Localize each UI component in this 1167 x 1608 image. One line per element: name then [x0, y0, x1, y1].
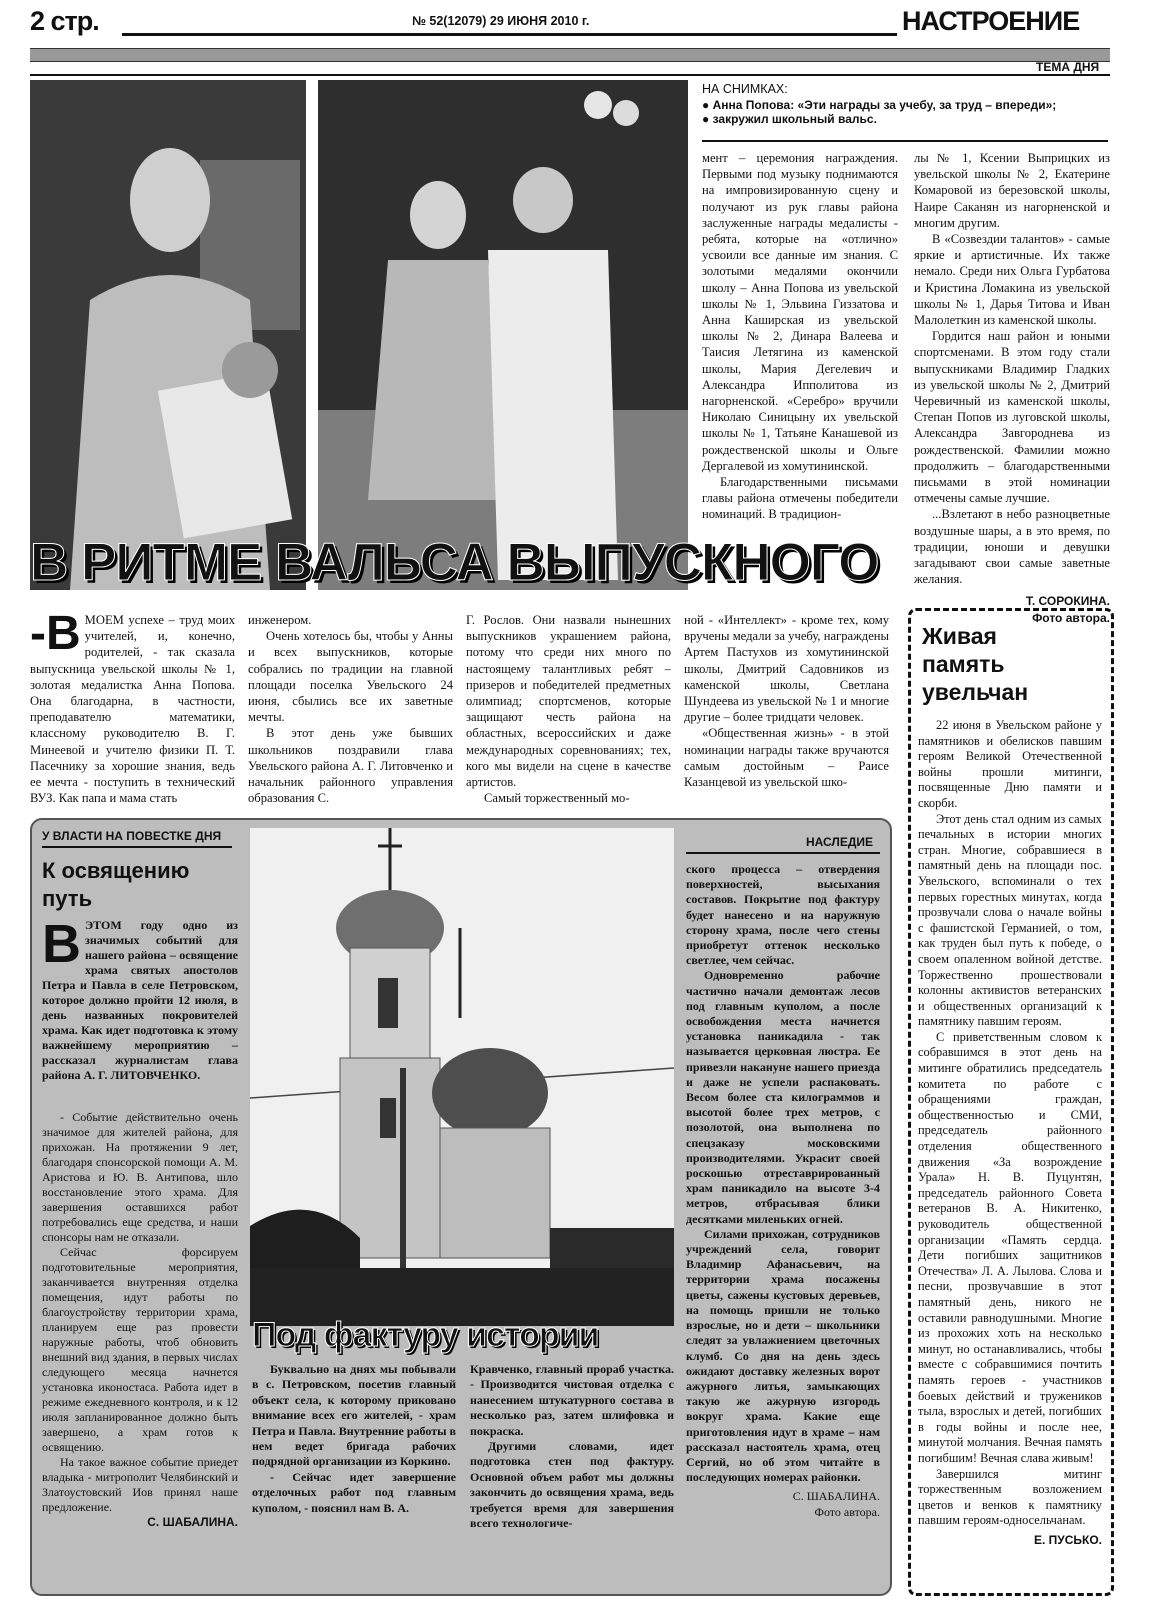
- photo-caption-box: [702, 82, 1108, 136]
- memory-author: Е. ПУСЬКО.: [1033, 1532, 1102, 1547]
- church-subtitle: К освящению путь: [42, 858, 190, 911]
- header-band: [30, 48, 1110, 62]
- main-bottom-col-3: Г. Рослов. Они назвали нынешних выпускников украшением района, потому что среди них много по настоящему талантливых ребят – призеров и победителей предметных олимпиад; спортсменов, которые защищают честь района на областных, всероссийских и даже международных соревнованиях; тех, кого мы видели на сцене в качестве артистов. Самый торжественный мо-: [466, 613, 671, 806]
- rubric-left-rule: [42, 846, 232, 848]
- graduate-girl-image: [30, 80, 306, 590]
- photo-caption-item-1: ● Анна Попова: «Эти награды за учебу, за труд – впереди»;: [702, 98, 1057, 112]
- church-right-author: С. ШАБАЛИНА.: [792, 1489, 880, 1504]
- main-author: Т. СОРОКИНА.: [1025, 594, 1110, 609]
- main-bottom-col-4: ной - «Интеллект» - кроме тех, кому вручены медали за учебу, награждены Артем Пастухов из хомутининской школы, Дмитрий Садовников из каменской школы, Светлана Шундеева из увельской № 1 и многие другие – более тридцати человек. «Общественная жизнь» - в этой номинации награды также вручаются самым достойным – Раисе Казанцевой из увельской шко-: [684, 613, 889, 790]
- church-left-author: С. ШАБАЛИНА.: [147, 1515, 238, 1529]
- church-left-col: ВЭТОМ году одно из значимых событий для нашего района – освящение храма святых апостолов Петра и Павла в селе Петровском, которое должно пройти 12 июля, в день названных покровителей храма. Как идет подготовка к этому важнейшему мероприятию – рассказал журналистам глава района А. Г. ЛИТОВЧЕНКО.: [42, 914, 238, 1082]
- main-bottom-col-1: -В МОЕМ успехе – труд моих учителей, и, конечно, родителей, - так сказала выпускница увельской школы № 1, золотая медалистка Анна Попова. Она благодарна, в частности, преподавателю математики, классному руководителю В. Г. Минеевой и учителю физики П. Т. Пасечнику за хорошие знания, ведь ее мечта - поступить в технический ВУЗ. Как папа и мама стать: [30, 607, 235, 806]
- main-headline: В РИТМЕ ВАЛЬСА ВЫПУСКНОГО: [30, 533, 879, 592]
- main-photo-credit: Фото автора.: [1032, 610, 1110, 625]
- rubric-label: ТЕМА ДНЯ: [1036, 60, 1100, 74]
- photo-church: [250, 828, 674, 1326]
- church-right-col: ского процесса – отвердения поверхностей, высыхания составов. Покрытие под фактуру будет нанесено и на наружную сторону храма, после чего стены приобретут оттенок несколько светлее, чем сейчас. Одновременно рабочие частично начали демонтаж лесов под главным куполом, а после освобождения места начнется установка паникадила - так называется церковная люстра. Ее привезли накануне нашего приезда и даже не успели распаковать. Весом более ста килограммов и высотой более трех метров, с позолотой, она выполнена по спецзаказу московскими производителями. Украсит своей роскошью отреставрированный храм паникадило на высоте 3-4 метров, отбрасывая блики десятками миленьких огней. Силами прихожан, сотрудников учреждений села, говорит Владимир Афанасьевич, на территории храма посажены цветы, сажены кустовых деревьев, на помощь пришли не только взрослые, но и дети – школьники следят за увлажнением цветочных клумб. Со дня на день здесь ожидают доставку железных ворот ажурного литья, замыкающих такую же ажурную изгородь вокруг храма. Какие еще приготовления идут в храме – нам рассказал настоятель храма, отец Сергий, но об этом читайте в последующих номерах районки. С. ШАБАЛИНА. Фото автора.: [686, 862, 880, 1519]
- church-left-col-body: - Событие действительно очень значимое для жителей района, для прихожан. На протяжении 9 лет, благодаря спонсорской помощи А. М. Аристова и Ю. В. Антипова, шло восстановление этого храма. Для завершения оставшихся работ потребовались еще средства, и наши спонсоры нам не отказали. Сейчас форсируем подготовительные мероприятия, заканчивается внутренняя отделка помещения, идут работы по благоустройству территории храма, планируем еще раз провести наружные работы, чтоб обновить внешний вид здания, в первых числах следующего месяца начнется установка иконостаса. Работа идет в режиме ежедневного контроля, и к 12 июля запланированное должно быть завершено, а храм готов к освящению. На такое важное событие приедет владыка - митрополит Челябинский и Златоустовский Иов принял наше предложение. С. ШАБАЛИНА.: [42, 1110, 238, 1529]
- main-dropcap: -В: [30, 607, 81, 660]
- memory-title: Живая память увельчан: [922, 623, 1029, 705]
- church-mid-col-2: Кравченко, главный прораб участка. - Производится чистовая отделка с нанесением штукатурного состава в несколько раз, затем шлифовка и покраска. Другими словами, идет подготовка стен под фактуру. Основной объем работ мы должны закончить до освящения храма, ведь требуется время для завершения всего технологиче-: [470, 1362, 674, 1531]
- main-right-col-1: мент – церемония награждения. Первыми под музыку поднимаются на импровизированную сцену и получают из рук главы района заслуженные награды медалисты - ребята, которые на «отлично» усвоили все данные им знания. С золотыми медалями окончили школу – Анна Попова из увельской школы № 1, Эльвина Гиззатова и Анна Каширская из увельской школы № 2, Динара Валеева и Таисия Летягина из каменской школы, Мария Дегелевич и Александра Ипполитова из нагорненской. «Серебро» вручили Николаю Синицыну их увельской школы № 1, Татьяне Канашевой из рождественской школы и Ольге Дергалевой из хомутининской. Благодарственными письмами главы района отмечены победители номинаций. В традицион-: [702, 151, 898, 522]
- issue-date: № 52(12079) 29 ИЮНЯ 2010 г.: [412, 14, 590, 28]
- memory-body: 22 июня в Увельском районе у памятников и обелисков павшим героям Великой Отечественной войны прошли митинги, посвященные Дню памяти и скорби. Этот день стал одним из самых печальных в истории многих стран. Многие, собравшиеся в памятный день на площади пос. Увельского, вспоминали о тех первых горестных минутах, когда прозвучали слова о начале войны с фашистской Германией, о том, как труден был путь к победе, о своем опаленном войной детстве. Торжественно прошествовали колонны активистов ветеранских и общественных организаций к памятнику павшим героям. С приветственным словом к собравшимся в этот день на митинге обратились председатель комитета по работе с обращениями граждан, общественностью и СМИ, председатель районного отделения общественного движения «За возрождение Урала» Н. В. Пуцунтян, председатель районного Совета ветеранов В. А. Никитенко, руководитель общественной организации «Память сердца. Дети погибших защитников Отечества» Л. А. Лылова. Слова и песни, прозвучавшие в этот памятный день, никого не оставили равнодушными. Многие из прохожих хоть на несколько минут, но останавливались, чтобы вместе с собравшимися почтить память героев - участников боевых действий и тружеников тыла, взрослых и детей, погибших в годы войны и после нее, минутой молчания. Вечная память погибшим! Вечная слава живым! Завершился митинг торжественным возложением цветов и венков к памятнику павшим героям-односельчанам. Е. ПУСЬКО.: [918, 718, 1102, 1547]
- photo-caption-item-2: ● закружил школьный вальс.: [702, 112, 877, 126]
- waltz-image: [318, 80, 688, 590]
- rubric-right-label: НАСЛЕДИЕ: [806, 835, 874, 849]
- rubric-rule: [30, 74, 1110, 76]
- photo-caption-head: НА СНИМКАХ:: [702, 82, 788, 96]
- header-rule: [122, 33, 897, 36]
- church-dropcap: В: [42, 914, 81, 974]
- rubric-left-label: У ВЛАСТИ НА ПОВЕСТКЕ ДНЯ: [42, 829, 225, 843]
- section-title: НАСТРОЕНИЕ: [902, 6, 1080, 36]
- caption-rule: [702, 140, 1108, 142]
- church-headline: Под фактуру истории: [252, 1316, 599, 1354]
- main-right-col-2: лы № 1, Ксении Выприцких из увельской школы № 2, Екатерине Комаровой из березовской школы, Наире Саканян из нагорненской и многим другим. В «Созвездии талантов» - самые яркие и артистичные. Их также немало. Среди них Ольга Гурбатова и Кристина Ломакина из увельской школы № 1, Дарья Титова и Иван Малолеткин из каменской школы. Гордится наш район и юными спортсменами. В этом году стали выпускниками Владимир Гладких из увельской школы № 2, Дмитрий Черевичный из каменской школы, Степан Попов из луговской школы, Александра Завгороднева из рождественской. Фамилии можно продолжить – благодарственными письмами в этой номинации отмечены самые лучшие. ...Взлетают в небо разноцветные воздушные шары, а в это время, по традиции, юноши и девушки загадывают свои самые заветные желания. Т. СОРОКИНА. Фото автора.: [914, 151, 1110, 625]
- photo-graduate-girl: [30, 80, 306, 590]
- church-image: [250, 828, 674, 1326]
- church-mid-col-1: Буквально на днях мы побывали в с. Петровском, посетив главный объект села, к которому приковано внимание всех его жителей, - храм Петра и Павла. Внутренние работы в нем ведет бригада рабочих подрядной организации из Коркино. - Сейчас идет завершение отделочных работ под главным куполом, - пояснил нам В. А.: [252, 1362, 456, 1515]
- page-number: 2 стр.: [30, 6, 99, 36]
- main-bottom-col-2: инженером. Очень хотелось бы, чтобы у Анны и всех выпускников, которые собрались по традиции на главной площади поселка Увельского 24 июня, сбылись все их заветные мечты. В этот день уже бывших школьников поздравили глава Увельского района А. Г. Литовченко и начальник районного управления образования С.: [248, 613, 453, 806]
- church-right-credit: Фото автора.: [814, 1504, 880, 1519]
- rubric-right-rule: [686, 852, 880, 854]
- photo-waltz: [318, 80, 688, 590]
